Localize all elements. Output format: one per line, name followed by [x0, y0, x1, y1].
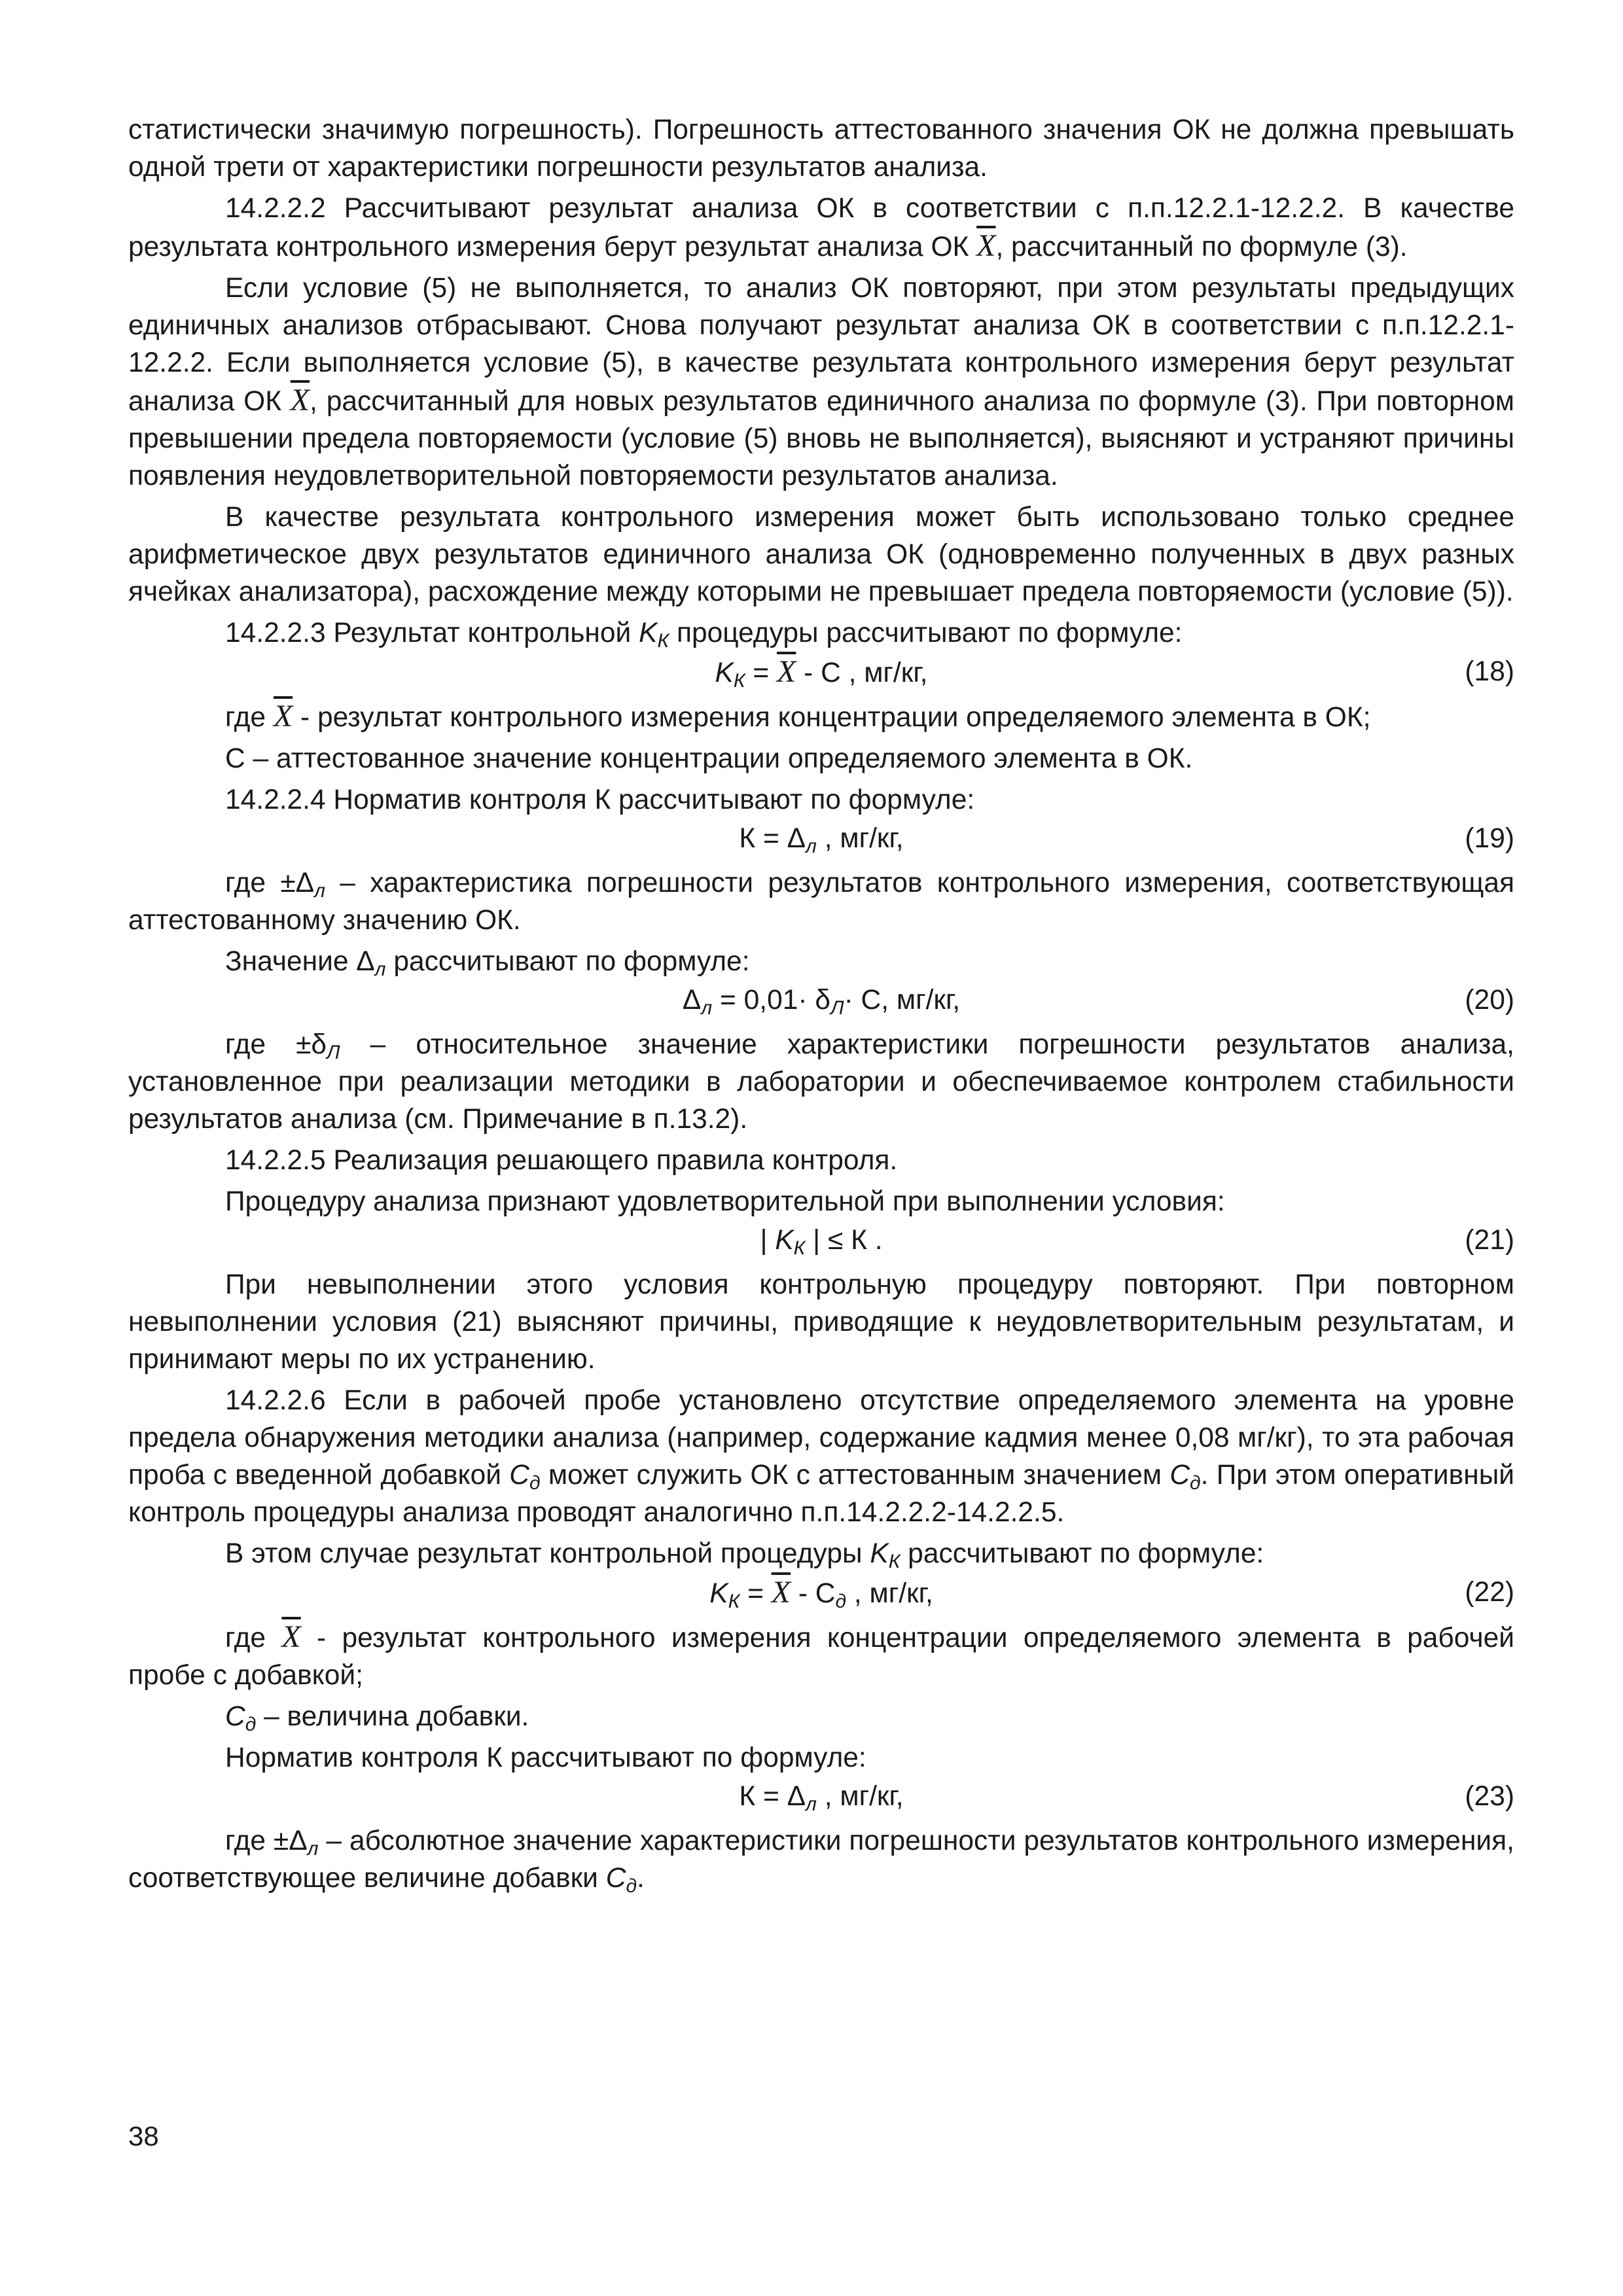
formula-expression [128, 1778, 1514, 1815]
text: 14.2.2.6 Если в рабочей пробе установлено отсутствие определяемого элемента на уровне предела обнаружения методики анализа (например, содержание кадмия менее 0,08 мг/кг), то эта рабочая проба с введенной добавкой [128, 1385, 1514, 1491]
paragraph [128, 864, 1514, 939]
formula-text: К = Δ [739, 823, 806, 854]
formula-text: | [760, 1225, 776, 1256]
text: - результат контрольного измерения концентрации определяемого элемента в ОК; [293, 702, 1371, 733]
paragraph [128, 1183, 1514, 1220]
k-symbol: K [639, 618, 658, 648]
formula-21 [128, 1222, 1514, 1265]
formula-text: · С, мг/кг, [844, 985, 961, 1016]
formula-23 [128, 1778, 1514, 1821]
paragraph [128, 1026, 1514, 1138]
paragraph [128, 943, 1514, 980]
subscript: л [806, 836, 817, 857]
subscript: л [806, 1793, 817, 1815]
subscript: д [835, 1591, 847, 1612]
text: – величина добавки. [256, 1701, 529, 1732]
subscript: д [529, 1472, 541, 1494]
subscript: Л [830, 997, 844, 1019]
subscript: д [1190, 1472, 1201, 1494]
text: 14.2.2.2 Рассчитывают результат анализа ОК в соответствии с п.п.12.2.1-12.2.2. В качестве результата контрольного измерения берут результат анализа ОК [128, 193, 1514, 262]
paragraph [128, 1618, 1514, 1694]
paragraph [128, 1698, 1514, 1735]
x-bar-symbol: $\overline{X}$ [290, 383, 310, 417]
formula-text: , мг/кг, [816, 1781, 904, 1812]
text: может служить ОК с аттестованным значением [540, 1460, 1170, 1491]
k-symbol: K [709, 1578, 728, 1609]
paragraph-14-2-2-6 [128, 1382, 1514, 1531]
subscript: К [657, 630, 669, 652]
k-symbol: K [775, 1225, 794, 1256]
x-bar-symbol: $\overline{X}$ [281, 1619, 301, 1654]
formula-expression: $K_К = \overline{X} - С_д$ , мг/кг, [709, 1575, 933, 1612]
formula-text: = 0,01· δ [712, 985, 830, 1016]
text: – относительное значение характеристики погрешности результатов анализа, установленное при реализации методики в лаборатории и обеспечиваемое контролем стабильности результатов анализа (см. Примечание в п.13.2). [128, 1029, 1514, 1135]
text: В этом случае результат контрольной процедуры [225, 1538, 870, 1569]
subscript: Л [327, 1042, 340, 1063]
formula-expression [128, 981, 1514, 1019]
subscript: д [245, 1714, 257, 1735]
text: процедуры рассчитывают по формуле: [669, 618, 1183, 648]
formula-22 [128, 1574, 1514, 1617]
c-symbol: С [605, 1863, 626, 1894]
text: где ±δ [225, 1029, 327, 1060]
page-number: 38 [128, 2121, 159, 2151]
formula-text: - С , мг/кг, [796, 658, 928, 688]
paragraph-14-2-2-2 [128, 190, 1514, 266]
formula-20 [128, 981, 1514, 1025]
formula-number: (19) [1465, 823, 1514, 854]
formula-19 [128, 820, 1514, 863]
paragraph [128, 270, 1514, 495]
k-symbol: K [870, 1538, 889, 1569]
formula-number: (20) [1465, 985, 1514, 1016]
x-bar-symbol: $\overline{X}$ [777, 654, 796, 689]
formula-expression [128, 820, 1514, 857]
text: 14.2.2.3 Результат контрольной [225, 618, 639, 648]
text: где ±Δ [225, 1826, 308, 1856]
text: - результат контрольного измерения концентрации определяемого элемента в рабочей пробе с добавкой; [128, 1623, 1514, 1691]
subscript: л [314, 880, 325, 902]
paragraph [128, 740, 1514, 777]
paragraph-14-2-2-3 [128, 614, 1514, 652]
text: 14.2.2.5 Реализация решающего правила контроля. [225, 1145, 898, 1176]
text: Значение Δ [225, 946, 375, 977]
formula-expression: $K_К = \overline{X} - С$ , мг/кг, [715, 654, 928, 692]
paragraph [128, 1739, 1514, 1776]
subscript: К [733, 670, 745, 692]
paragraph [128, 499, 1514, 610]
k-symbol: K [715, 658, 734, 688]
subscript: л [701, 997, 713, 1019]
paragraph [128, 1535, 1514, 1572]
text: С – аттестованное значение концентрации определяемого элемента в ОК. [225, 743, 1193, 774]
text: . При этом оперативный контроль процедуры анализа проводят аналогично п.п.14.2.2.2-14.2.2.5. [128, 1460, 1514, 1528]
formula-number: (18) [1465, 656, 1514, 687]
x-bar-symbol: $\overline{X}$ [771, 1575, 791, 1610]
formula-expression [128, 1222, 1514, 1259]
paragraph-14-2-2-4 [128, 781, 1514, 819]
text: При невыполнении этого условия контрольную процедуру повторяют. При повторном невыполнении условия (21) выясняют причины, приводящие к неудовлетворительным результатам, и принимают меры по их устранению. [128, 1269, 1514, 1375]
page-content [128, 111, 1514, 1897]
formula-text: | ≤ К . [805, 1225, 883, 1256]
text: статистически значимую погрешность). Погрешность аттестованного значения ОК не должна превышать одной трети от характеристики погрешности результатов анализа. [128, 115, 1514, 183]
text: где [225, 1623, 282, 1653]
x-bar-symbol: $\overline{X}$ [976, 228, 996, 263]
text: Процедуру анализа признают удовлетворительной при выполнении условия: [225, 1186, 1225, 1217]
formula-text: К = Δ [739, 1781, 806, 1812]
formula-text: Δ [682, 985, 702, 1016]
text: 14.2.2.4 Норматив контроля К рассчитывают по формуле: [225, 785, 975, 815]
subscript: д [626, 1875, 637, 1897]
subscript: л [374, 959, 386, 980]
formula-text: , мг/кг, [846, 1578, 933, 1609]
x-bar-symbol: $\overline{X}$ [273, 699, 293, 733]
formula-number: (22) [1465, 1577, 1514, 1608]
c-symbol: С [1169, 1460, 1190, 1491]
subscript: К [793, 1237, 806, 1259]
formula-text: , мг/кг, [816, 823, 904, 854]
text: где ±Δ [225, 868, 315, 898]
text: – абсолютное значение характеристики погрешности результатов контрольного измерения, соответствующее величине добавки [128, 1826, 1514, 1894]
subscript: л [307, 1838, 319, 1860]
paragraph-14-2-2-5 [128, 1142, 1514, 1179]
text: – характеристика погрешности результатов контрольного измерения, соответствующая аттестованному значению ОК. [128, 868, 1514, 936]
paragraph [128, 1266, 1514, 1378]
c-symbol: С [225, 1701, 245, 1732]
text: Норматив контроля К рассчитывают по формуле: [225, 1742, 866, 1773]
subscript: К [888, 1551, 901, 1572]
text: где [225, 702, 274, 733]
subscript: К [728, 1591, 740, 1612]
text: рассчитывают по формуле: [900, 1538, 1264, 1569]
text: В качестве результата контрольного измерения может быть использовано только среднее арифметическое двух результатов единичного анализа ОК (одновременно полученных в двух разных ячейках анализатора), расхождение между которыми не превышает предела повторяемости (условие (5)). [128, 502, 1514, 607]
paragraph [128, 111, 1514, 186]
text: , рассчитанный для новых результатов единичного анализа по формуле (3). При повторном превышении предела повторяемости (условие (5) вновь не выполняется), выясняют и устраняют причины появления неудовлетворительной повторяемости результатов анализа. [128, 386, 1514, 491]
formula-18 [128, 653, 1514, 696]
paragraph [128, 698, 1514, 736]
formula-text: - С [791, 1578, 836, 1609]
paragraph [128, 1822, 1514, 1897]
text: . [637, 1863, 645, 1894]
formula-number: (21) [1465, 1225, 1514, 1256]
c-symbol: С [509, 1460, 529, 1491]
formula-number: (23) [1465, 1781, 1514, 1812]
text: Если условие (5) не выполняется, то анализ ОК повторяют, при этом результаты предыдущих единичных анализов отбрасывают. Снова получают результат анализа ОК в соответствии с п.п.12.2.1-12.2.2. Если выполняется условие (5), в качестве результата контрольного измерения берут результат анализа ОК [128, 273, 1514, 417]
text: рассчитывают по формуле: [385, 946, 750, 977]
text: , рассчитанный по формуле (3). [995, 232, 1408, 262]
